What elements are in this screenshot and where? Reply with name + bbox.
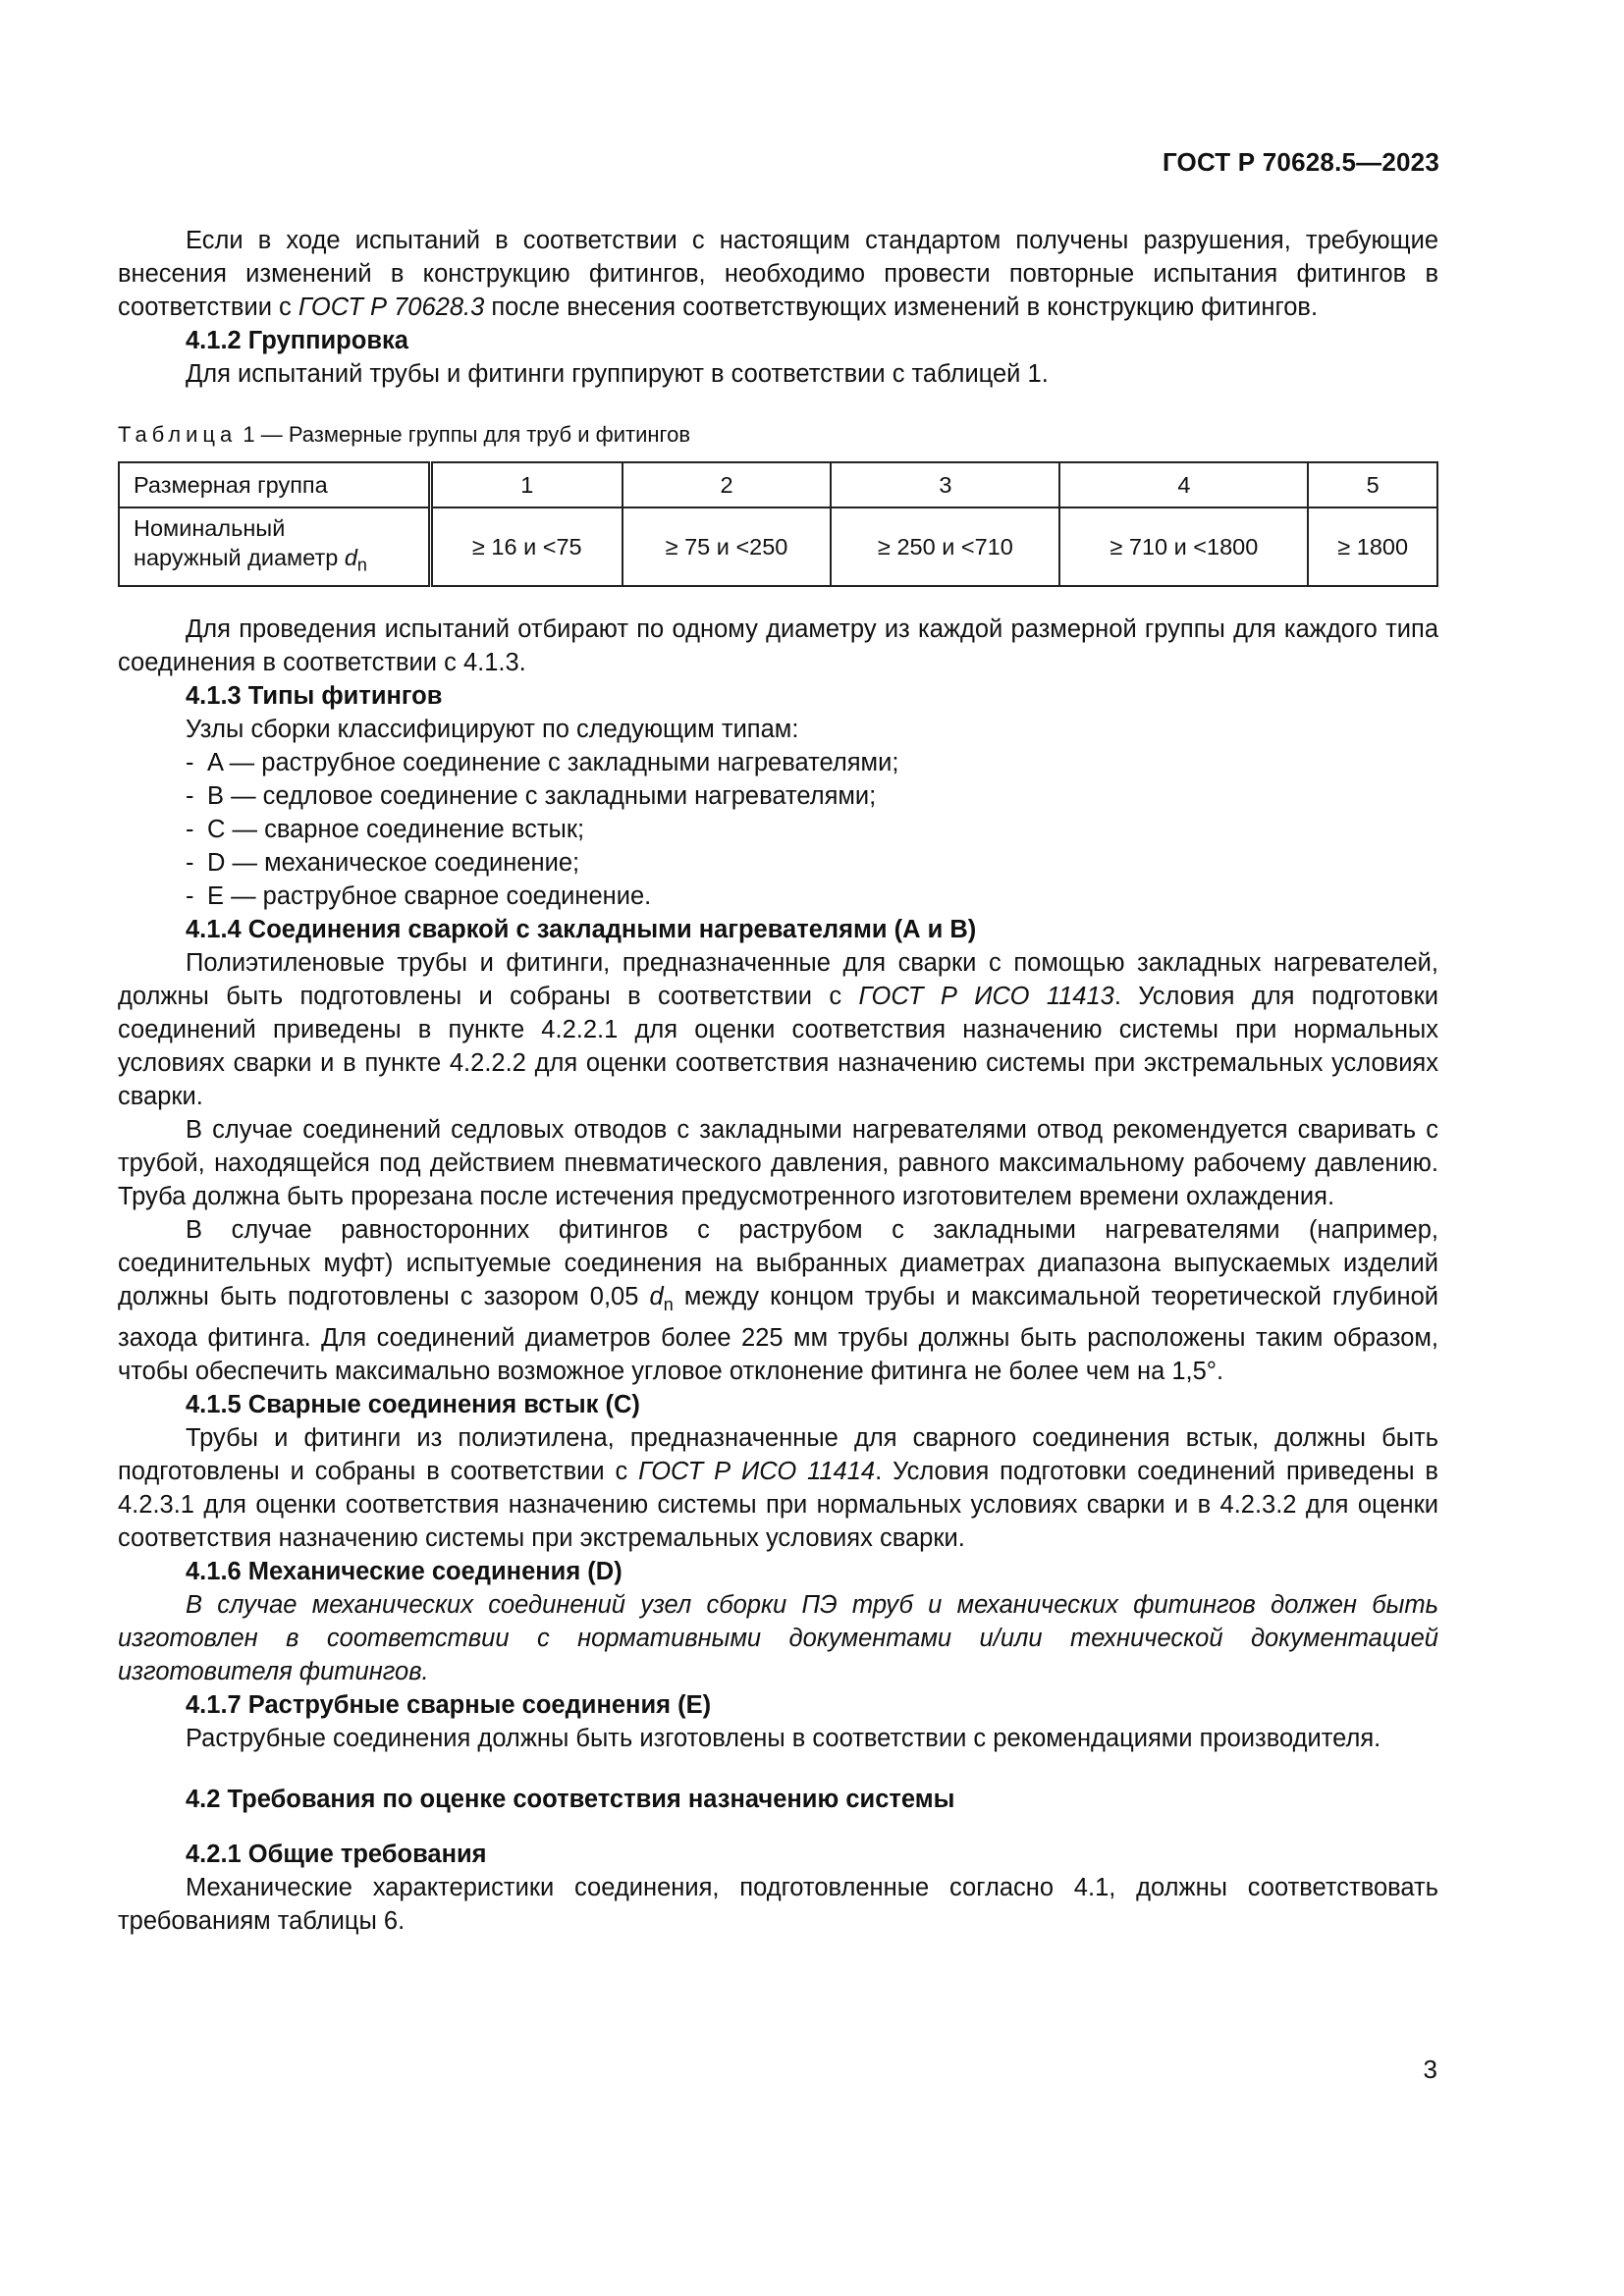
body-text — [118, 224, 1438, 1938]
paragraph-4-1-2: Для испытаний трубы и фитинги группируют в соответствии с таблицей 1. — [186, 360, 1049, 388]
paragraph-4-1-6: В случае механических соединений узел сборки ПЭ труб и механических фитингов должен быть изготовлен в соответствии с нормативными документами и/или технической документацией изготовителя фитингов. — [118, 1591, 1438, 1686]
paragraph-4-2-1: Механические характеристики соединения, подготовленные согласно 4.1, должны соответствовать требованиям таблицы 6. — [118, 1874, 1438, 1936]
heading-4-2-1: 4.2.1 Общие требования — [186, 1841, 487, 1869]
paragraph-4-1-4-a: Полиэтиленовые трубы и фитинги, предназначенные для сварки с помощью закладных нагревателей, должны быть подготовлены и собраны в соответствии с ГОСТ Р ИСО 11413. Условия для подготовки соединений приведены в пункте 4.2.2.1 для оценки соответствия назначению системы при нормальных условиях сварки и в пункте 4.2.2.2 для оценки соответствия назначению системы при экстремальных условиях сварки. — [118, 949, 1438, 1110]
size-groups-table — [118, 461, 1438, 587]
reference-gost-iso-11413: ГОСТ Р ИСО 11413 — [858, 983, 1114, 1010]
standard-code: ГОСТ Р 70628.5—2023 — [1162, 147, 1439, 177]
heading-4-1-6: 4.1.6 Механические соединения (D) — [186, 1558, 623, 1586]
table-cell: 4 — [1059, 462, 1308, 507]
paragraph-4-1-3: Узлы сборки классифицируют по следующим типам: — [186, 716, 799, 743]
table-row — [119, 462, 1437, 507]
table-row — [119, 507, 1437, 586]
table-cell: ≥ 75 и <250 — [623, 507, 832, 586]
reference-gost-iso-11414: ГОСТ Р ИСО 11414 — [638, 1458, 876, 1486]
table-cell: ≥ 1800 — [1308, 507, 1437, 586]
list-item: - B — седловое соединение с закладными нагревателями; — [186, 782, 877, 810]
table-cell: 3 — [831, 462, 1059, 507]
heading-4-1-7: 4.1.7 Раструбные сварные соединения (Е) — [186, 1691, 712, 1720]
reference-gost-70628-3: ГОСТ Р 70628.3 — [298, 294, 485, 321]
page-number: 3 — [1423, 2055, 1437, 2084]
intro-paragraph: Если в ходе испытаний в соответствии с настоящим стандартом получены разрушения, требующие внесения изменений в конструкцию фитингов, необходимо провести повторные испытания фитингов в соответствии с ГОСТ Р 70628.3 после внесения соответствующих изменений в конструкцию фитингов. — [118, 227, 1438, 321]
paragraph-4-1-4-b: В случае соединений седловых отводов с закладными нагревателями отвод рекомендуется сваривать с трубой, находящейся под действием пневматического давления, равного максимальному рабочему давлению. Труба должна быть прорезана после истечения предусмотренного изготовителем времени охлаждения. — [118, 1116, 1438, 1210]
list-item: - C — сварное соединение встык; — [186, 816, 585, 843]
paragraph-4-1-4-c: В случае равносторонних фитингов с раструбом с закладными нагревателями (например, соединительных муфт) испытуемые соединения на выбранных диаметрах диапазона выпускаемых изделий должны быть подготовлены с зазором 0,05 $d_n$ между концом трубы и максимальной теоретической глубиной захода фитинга. Для соединений диаметров более 225 мм трубы должны быть расположены таким образом, чтобы обеспечить максимально возможное угловое отклонение фитинга не более чем на 1,5°. — [118, 1216, 1438, 1386]
paragraph-4-1-5: Трубы и фитинги из полиэтилена, предназначенные для сварного соединения встык, должны быть подготовлены и собраны в соответствии с ГОСТ Р ИСО 11414. Условия подготовки соединений приведены в 4.2.3.1 для оценки соответствия назначению системы при нормальных условиях сварки и в 4.2.3.2 для оценки соответствия назначению системы при экстремальных условиях сварки. — [118, 1424, 1438, 1553]
table-cell: 5 — [1308, 462, 1437, 507]
table-cell: ≥ 16 и <75 — [431, 507, 623, 586]
table-row-label: Номинальный наружный диаметр $d_n$ — [119, 507, 431, 586]
heading-4-1-5: 4.1.5 Сварные соединения встык (С) — [186, 1391, 640, 1419]
list-item: - E — раструбное сварное соединение. — [186, 882, 652, 910]
list-item: - D — механическое соединение; — [186, 849, 580, 877]
table-cell: 2 — [623, 462, 832, 507]
heading-4-2: 4.2 Требования по оценке соответствия назначению системы — [186, 1786, 955, 1814]
table-caption: Таблица 1 — Размерные группы для труб и фитингов — [118, 422, 691, 447]
after-table-paragraph: Для проведения испытаний отбирают по одному диаметру из каждой размерной группы для каждого типа соединения в соответствии с 4.1.3. — [118, 615, 1438, 676]
fitting-types-list — [118, 746, 1438, 913]
heading-4-1-2: 4.1.2 Группировка — [186, 327, 408, 354]
table-cell: 1 — [431, 462, 623, 507]
table-cell: ≥ 710 и <1800 — [1059, 507, 1308, 586]
paragraph-4-1-7: Раструбные соединения должны быть изготовлены в соответствии с рекомендациями производителя. — [186, 1725, 1381, 1753]
list-item: - A — раструбное соединение с закладными нагревателями; — [186, 749, 899, 776]
heading-4-1-4: 4.1.4 Соединения сваркой с закладными нагревателями (А и В) — [186, 916, 977, 943]
table-row-label: Размерная группа — [119, 462, 431, 507]
heading-4-1-3: 4.1.3 Типы фитингов — [186, 682, 443, 710]
table-cell: ≥ 250 и <710 — [831, 507, 1059, 586]
